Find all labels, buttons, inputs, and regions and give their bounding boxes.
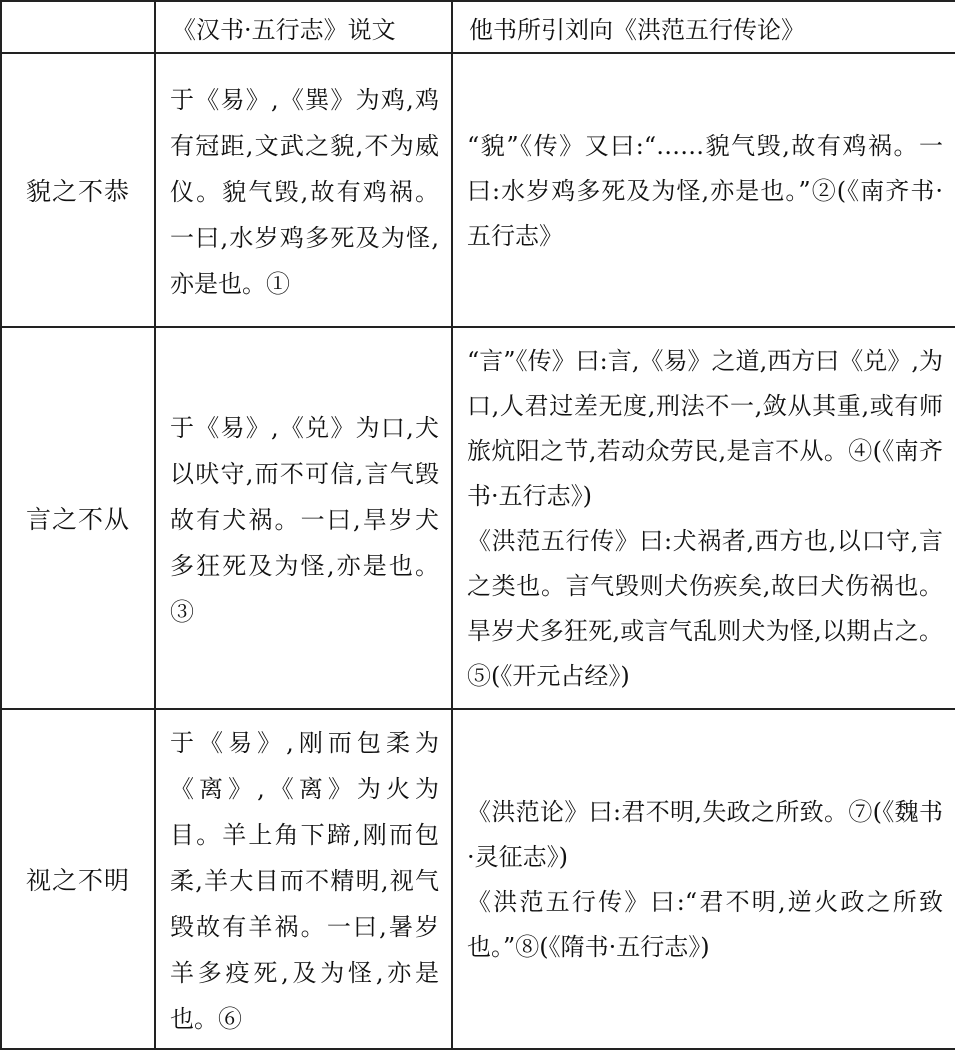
header-other-books-column: 他书所引刘向《洪范五行传论》 [452, 1, 955, 53]
table-row [1, 327, 955, 709]
header-row [1, 1, 955, 53]
hanshu-text: 于《易》,刚而包柔为《离》,《离》为火为目。羊上角下蹄,刚而包柔,羊大目而不精明,视气毁故有羊祸。一曰,暑岁羊多疫死,及为怪,亦是也。⑥ [155, 709, 452, 1049]
row-label: 视之不明 [1, 709, 155, 1049]
table-row [1, 53, 955, 327]
header-hanshu-column: 《汉书·五行志》说文 [155, 1, 452, 53]
source-paragraph: 《洪范论》曰:君不明,失政之所致。⑦(《魏书·灵征志》) [467, 798, 943, 871]
header-empty-cell [1, 1, 155, 53]
source-cell [452, 53, 955, 327]
hanshu-text: 于《易》,《巽》为鸡,鸡有冠距,文武之貌,不为威仪。貌气毁,故有鸡祸。一曰,水岁鸡多死及为怪,亦是也。① [155, 53, 452, 327]
row-label: 貌之不恭 [1, 53, 155, 327]
source-cell [452, 709, 955, 1049]
source-paragraph: 《洪范五行传》曰:犬祸者,西方也,以口守,言之类也。言气毁则犬伤疾矣,故曰犬伤祸也。旱岁犬多狂死,或言气乱则犬为怪,以期占之。⑤(《开元占经》) [467, 527, 943, 690]
source-paragraph: 《洪范五行传》曰:“君不明,逆火政之所致也。”⑧(《隋书·五行志》) [467, 888, 943, 961]
hanshu-text: 于《易》,《兑》为口,犬以吠守,而不可信,言气毁故有犬祸。一曰,旱岁犬多狂死及为怪,亦是也。③ [155, 327, 452, 709]
source-paragraph: “言”《传》曰:言,《易》之道,西方曰《兑》,为口,人君过差无度,刑法不一,敛从其重,或有师旅炕阳之节,若动众劳民,是言不从。④(《南齐书·五行志》) [467, 347, 943, 510]
table-row [1, 709, 955, 1049]
row-label: 言之不从 [1, 327, 155, 709]
source-paragraph: “貌”《传》又曰:“……貌气毁,故有鸡祸。一曰:水岁鸡多死及为怪,亦是也。”②(《南齐书·五行志》 [467, 131, 943, 250]
source-cell [452, 327, 955, 709]
